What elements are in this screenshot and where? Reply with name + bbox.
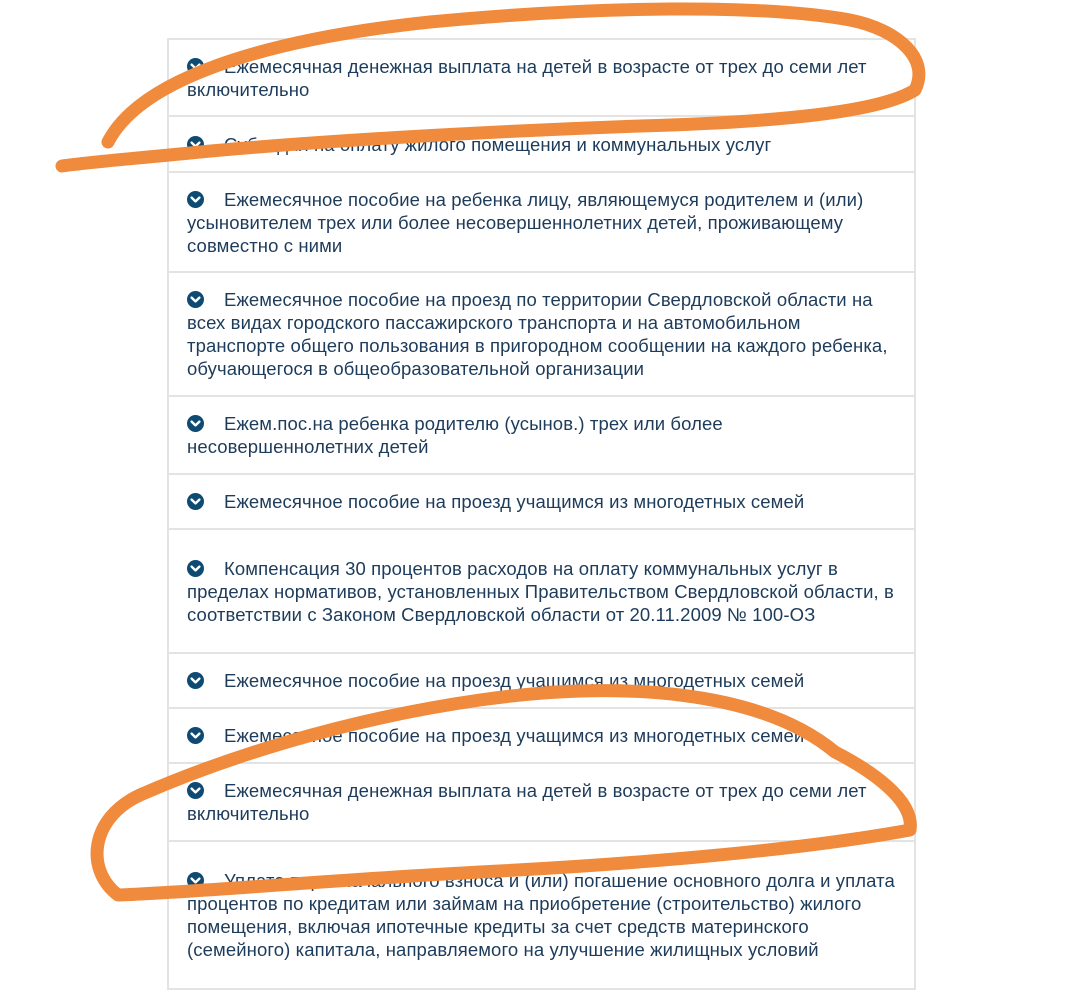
accordion-item-label: Ежемесячная денежная выплата на детей в возрасте от трех до семи лет включительно — [187, 780, 867, 824]
accordion-item-label: Ежемесячное пособие на проезд учащимся из многодетных семей — [224, 491, 805, 512]
accordion-item[interactable] — [169, 397, 914, 475]
benefits-accordion-list — [167, 38, 916, 990]
accordion-item-label: Ежемесячное пособие на ребенка лицу, являющемуся родителем и (или) усыновителем трех или более несовершеннолетних детей, проживающему совместно с ними — [187, 188, 864, 256]
accordion-item[interactable] — [169, 842, 914, 990]
accordion-item-label: Уплата первоначального взноса и (или) погашение основного долга и уплата процентов по кредитам или займам на приобретение (строительство) жилого помещения, включая ипотечные кредиты за счет средств материнского (семейного) капитала, направляемого на улучшение жилищных условий — [187, 870, 895, 960]
accordion-item[interactable] — [169, 117, 914, 173]
accordion-item-label: Ежемесячное пособие на проезд учащимся из многодетных семей — [224, 725, 805, 746]
chevron-down-icon[interactable] — [187, 415, 204, 432]
accordion-item[interactable] — [169, 173, 914, 273]
accordion-item[interactable] — [169, 764, 914, 842]
accordion-item[interactable] — [169, 273, 914, 397]
accordion-item[interactable] — [169, 709, 914, 764]
accordion-item-label: Ежемесячная денежная выплата на детей в возрасте от трех до семи лет включительно — [187, 55, 867, 100]
chevron-down-icon[interactable] — [187, 872, 204, 889]
chevron-down-icon[interactable] — [187, 560, 204, 577]
chevron-down-icon[interactable] — [187, 136, 204, 153]
chevron-down-icon[interactable] — [187, 291, 204, 308]
chevron-down-icon[interactable] — [187, 727, 204, 744]
accordion-item-label: Субсидия на оплату жилого помещения и коммунальных услуг — [224, 133, 772, 155]
accordion-item[interactable] — [169, 654, 914, 709]
chevron-down-icon[interactable] — [187, 493, 204, 510]
chevron-down-icon[interactable] — [187, 782, 204, 799]
accordion-item-label: Компенсация 30 процентов расходов на оплату коммунальных услуг в пределах нормативов, установленных Правительством Свердловской области, в соответствии с Законом Свердловской области от 20.11.2009 № 100-ОЗ — [187, 557, 894, 625]
chevron-down-icon[interactable] — [187, 58, 204, 75]
chevron-down-icon[interactable] — [187, 191, 204, 208]
chevron-down-icon[interactable] — [187, 672, 204, 689]
accordion-item-label: Ежемесячное пособие на проезд по территории Свердловской области на всех видах городского пассажирского транспорта и на автомобильном транспорте общего пользования в пригородном сообщении на каждого ребенка, обучающегося в общеобразовательной организации — [187, 289, 888, 379]
accordion-item-label: Ежем.пос.на ребенка родителю (усынов.) трех или более несовершеннолетних детей — [187, 413, 723, 457]
accordion-item[interactable] — [169, 530, 914, 654]
accordion-item-label: Ежемесячное пособие на проезд учащимся из многодетных семей — [224, 670, 805, 691]
accordion-item[interactable] — [169, 40, 914, 117]
accordion-item[interactable] — [169, 475, 914, 530]
